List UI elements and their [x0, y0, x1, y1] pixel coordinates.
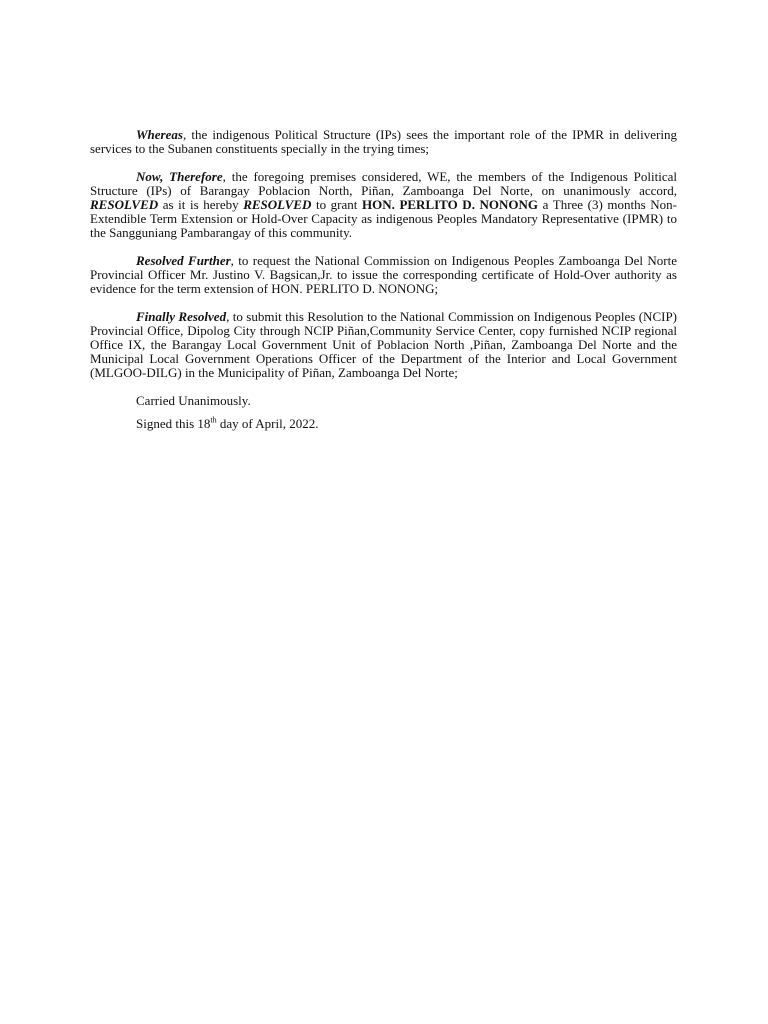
resolved-emphasis-1: RESOLVED [90, 197, 159, 212]
honoree-name: HON. PERLITO D. NONONG [361, 197, 539, 212]
resolved-further-lead: Resolved Further [136, 253, 231, 268]
signed-prefix: Signed this 18 [136, 416, 211, 431]
resolved-further-paragraph [90, 254, 677, 296]
ordinal-suffix: th [210, 415, 217, 425]
now-therefore-text-1: , the foregoing premises considered, WE, the members of the Indigenous Political Structure (IPs) of Barangay Poblacion North, Piñan, Zamboanga Del Norte, on unanimously accord, [90, 169, 677, 198]
finally-resolved-paragraph [90, 310, 677, 380]
signed-rest: day of April, 2022. [216, 416, 319, 431]
whereas-text: , the indigenous Political Structure (IPs) sees the important role of the IPMR in delivering services to the Subanen constituents specially in the trying times; [90, 127, 677, 156]
now-therefore-text-3: to grant [311, 197, 362, 212]
now-therefore-lead: Now, Therefore [136, 169, 223, 184]
resolved-further-text: , to request the National Commission on Indigenous Peoples Zamboanga Del Norte Provincial Officer Mr. Justino V. Bagsican,Jr. to issue the corresponding certificate of Hold-Over authority as evidence for the term extension of HON. PERLITO D. NONONG; [90, 253, 677, 296]
signed-line [90, 417, 677, 431]
whereas-lead: Whereas [136, 127, 183, 142]
now-therefore-text-2: as it is hereby [158, 197, 244, 212]
finally-resolved-lead: Finally Resolved [136, 309, 227, 324]
finally-resolved-text: , to submit this Resolution to the National Commission on Indigenous Peoples (NCIP) Provincial Office, Dipolog City through NCIP Piñan,Community Service Center, copy furnished NCIP regional Office IX, the Barangay Local Government Unit of Poblacion North ,Piñan, Zamboanga Del Norte and the Municipal Local Government Operations Officer of the Department of the Interior and Local Government (MLGOO-DILG) in the Municipality of Piñan, Zamboanga Del Norte; [90, 309, 677, 380]
whereas-paragraph [90, 128, 677, 156]
now-therefore-text-4: a Three (3) months Non-Extendible Term Extension or Hold-Over Capacity as indigenous Peoples Mandatory Representative (IPMR) to the Sangguniang Pambarangay of this community. [90, 197, 678, 240]
carried-line: Carried Unanimously. [136, 393, 251, 408]
resolved-emphasis-2: RESOLVED [243, 197, 312, 212]
resolution-body [90, 128, 677, 445]
now-therefore-paragraph [90, 170, 677, 240]
